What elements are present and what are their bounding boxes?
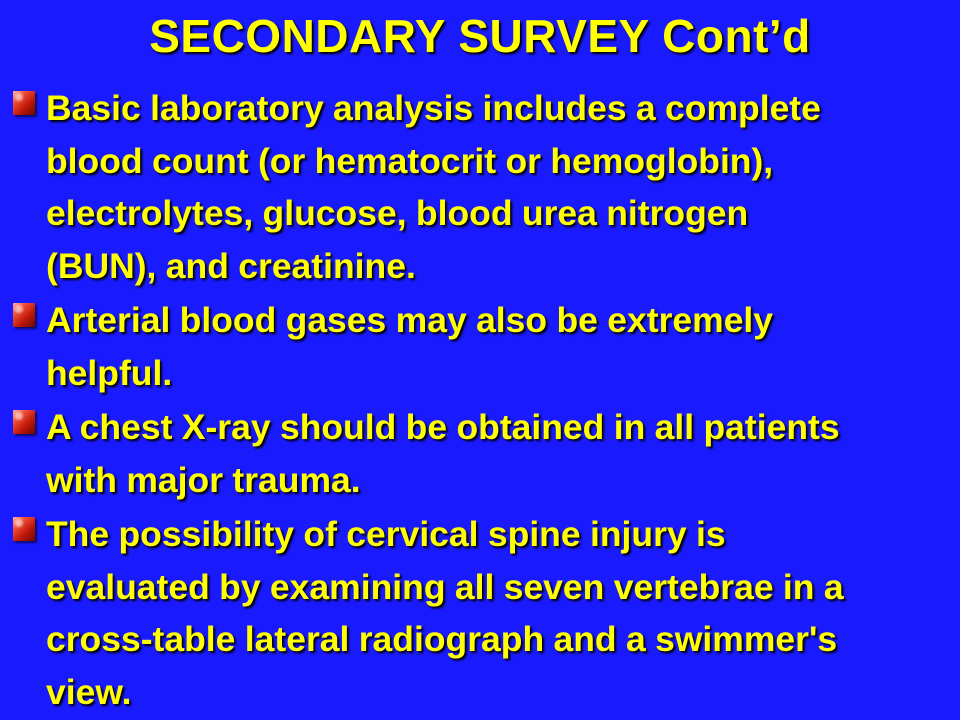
bullet-item — [0, 401, 960, 506]
slide-title: SECONDARY SURVEY Cont’d — [149, 10, 811, 62]
red-square-bullet-icon — [13, 410, 35, 434]
bullet-line: (BUN), and creatinine. — [46, 245, 416, 286]
red-square-bullet-icon — [13, 517, 35, 541]
bullet-line: Arterial blood gases may also be extremely — [46, 300, 774, 340]
red-square-bullet-icon — [13, 91, 35, 115]
bullet-line: A chest X-ray should be obtained in all patients — [46, 407, 840, 447]
bullet-line: blood count (or hematocrit or hemoglobin), — [46, 140, 774, 181]
bullet-item — [0, 508, 960, 718]
bullet-line: evaluated by examining all seven vertebrae in a — [46, 566, 844, 607]
bullet-line: cross-table lateral radiograph and a swimmer's — [46, 619, 838, 659]
red-square-bullet-icon — [13, 303, 35, 327]
bullet-item — [0, 82, 960, 292]
bullet-line: helpful. — [46, 352, 173, 393]
bullet-line: electrolytes, glucose, blood urea nitrogen — [46, 193, 749, 233]
bullet-line: The possibility of cervical spine injury is — [46, 514, 726, 554]
bullet-item — [0, 294, 960, 399]
bullet-line: Basic laboratory analysis includes a complete — [46, 88, 821, 128]
bullet-list — [0, 82, 960, 720]
bullet-line: with major trauma. — [46, 459, 361, 500]
bullet-line: view. — [46, 671, 132, 712]
